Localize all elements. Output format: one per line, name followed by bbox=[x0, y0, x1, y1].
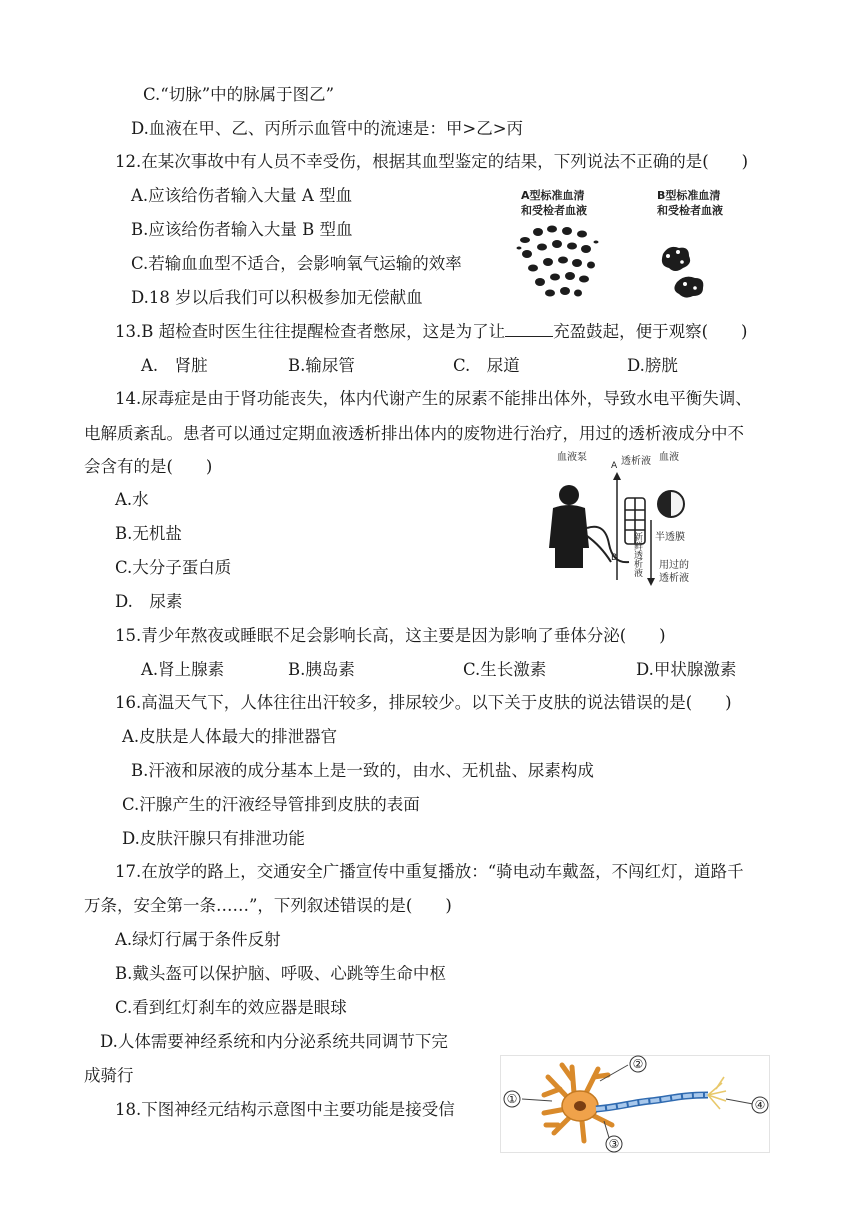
q16-stem: 16.高温天气下，人体往往出汗较多，排尿较少。以下关于皮肤的说法错误的是( ) bbox=[115, 693, 732, 712]
figure-label-b-1: B型标准血清 bbox=[657, 189, 721, 202]
q12-stem: 12.在某次事故中有人员不幸受伤，根据其血型鉴定的结果，下列说法不正确的是( ) bbox=[115, 152, 749, 171]
q18-stem: 18.下图神经元结构示意图中主要功能是接受信 bbox=[115, 1100, 455, 1119]
q15-option-c: C.生长激素 bbox=[463, 660, 547, 679]
label-used-1: 用过的 bbox=[659, 560, 689, 571]
q13-option-b: B.输尿管 bbox=[288, 356, 355, 375]
q15-stem: 15.青少年熬夜或睡眠不足会影响长高，这主要是因为影响了垂体分泌( ) bbox=[115, 626, 666, 645]
label-blood-pump: 血液泵 bbox=[557, 452, 587, 463]
patient-silhouette bbox=[549, 485, 589, 568]
q13-blank bbox=[505, 322, 553, 337]
q12-option-d: D.18 岁以后我们可以积极参加无偿献血 bbox=[131, 288, 423, 307]
q12-option-a: A.应该给伤者输入大量 A 型血 bbox=[131, 186, 353, 205]
label-arrow-a: A bbox=[611, 461, 618, 471]
neuron-label-2: ② bbox=[632, 1057, 644, 1071]
q13-option-a: A. 肾脏 bbox=[141, 356, 208, 375]
q15-option-b: B.胰岛素 bbox=[288, 660, 355, 679]
q14-stem-line3: 会含有的是( ) bbox=[84, 457, 213, 476]
neuron-label-3: ③ bbox=[608, 1137, 620, 1151]
neuron-label-1: ① bbox=[506, 1092, 518, 1106]
q14-stem-line2: 电解质紊乱。患者可以通过定期血液透析排出体内的废物进行治疗，用过的透析液成分中不 bbox=[84, 424, 744, 443]
q11-option-c: C.“切脉”中的脉属于图乙” bbox=[143, 85, 335, 104]
q16-option-a: A.皮肤是人体最大的排泄器官 bbox=[122, 727, 338, 746]
q13-stem-part2: 充盈鼓起，便于观察( ) bbox=[553, 322, 748, 341]
blood-type-figure bbox=[505, 182, 745, 307]
q14-option-c: C.大分子蛋白质 bbox=[115, 558, 232, 577]
q16-option-d: D.皮肤汗腺只有排泄功能 bbox=[122, 829, 305, 848]
q14-option-a: A.水 bbox=[115, 490, 149, 509]
q13-stem bbox=[115, 322, 748, 342]
q14-option-d: D. 尿素 bbox=[115, 592, 183, 611]
q14-option-b: B.无机盐 bbox=[115, 524, 182, 543]
q17-option-c: C.看到红灯刹车的效应器是眼球 bbox=[115, 998, 347, 1017]
neuron-figure bbox=[500, 1055, 770, 1153]
label-used-2: 透析液 bbox=[659, 573, 689, 584]
label-dialysate: 透析液 bbox=[621, 456, 651, 467]
q17-stem-line2: 万条，安全第一条……”，下列叙述错误的是( ) bbox=[84, 896, 452, 915]
q15-option-a: A.肾上腺素 bbox=[141, 660, 225, 679]
q17-option-a: A.绿灯行属于条件反射 bbox=[115, 930, 281, 949]
label-fresh-dialysate: 新鲜透析液 bbox=[632, 532, 642, 577]
q17-option-d-line2: 成骑行 bbox=[84, 1066, 134, 1085]
q13-stem-part1: 13.B 超检查时医生往往提醒检查者憋尿，这是为了让 bbox=[115, 322, 506, 341]
q17-option-d-line1: D.人体需要神经系统和内分泌系统共同调节下完 bbox=[100, 1032, 448, 1051]
q12-option-b: B.应该给伤者输入大量 B 型血 bbox=[131, 220, 353, 239]
neuron-label-4: ④ bbox=[754, 1098, 766, 1112]
figure-label-a-1: A型标准血清 bbox=[521, 189, 585, 202]
q14-stem-line1: 14.尿毒症是由于肾功能丧失，体内代谢产生的尿素不能排出体外，导致水电平衡失调、 bbox=[115, 389, 752, 408]
q15-option-d: D.甲状腺激素 bbox=[636, 660, 737, 679]
q17-option-b: B.戴头盔可以保护脑、呼吸、心跳等生命中枢 bbox=[115, 964, 446, 983]
q16-option-c: C.汗腺产生的汗液经导管排到皮肤的表面 bbox=[122, 795, 420, 814]
figure-label-a-2: 和受检者血液 bbox=[521, 204, 587, 217]
label-membrane: 半透膜 bbox=[655, 532, 685, 543]
neuron-nucleus bbox=[574, 1101, 586, 1111]
q11-option-d: D.血液在甲、乙、丙所示血管中的流速是：甲>乙>丙 bbox=[131, 119, 524, 138]
q16-option-b: B.汗液和尿液的成分基本上是一致的，由水、无机盐、尿素构成 bbox=[131, 761, 594, 780]
figure-label-b-2: 和受检者血液 bbox=[657, 204, 723, 217]
q17-stem-line1: 17.在放学的路上，交通安全广播宣传中重复播放：“骑电动车戴盔，不闯红灯，道路千 bbox=[115, 862, 744, 881]
label-arrow-b: B bbox=[611, 553, 618, 563]
q12-option-c: C.若输血血型不适合，会影响氧气运输的效率 bbox=[131, 254, 462, 273]
agglutinated-clumps-b bbox=[662, 247, 703, 298]
q13-option-c: C. 尿道 bbox=[453, 356, 520, 375]
dialysis-figure bbox=[547, 440, 697, 590]
q13-option-d: D.膀胱 bbox=[627, 356, 678, 375]
agglutinated-cells-a bbox=[517, 226, 599, 297]
label-blood: 血液 bbox=[659, 452, 679, 463]
